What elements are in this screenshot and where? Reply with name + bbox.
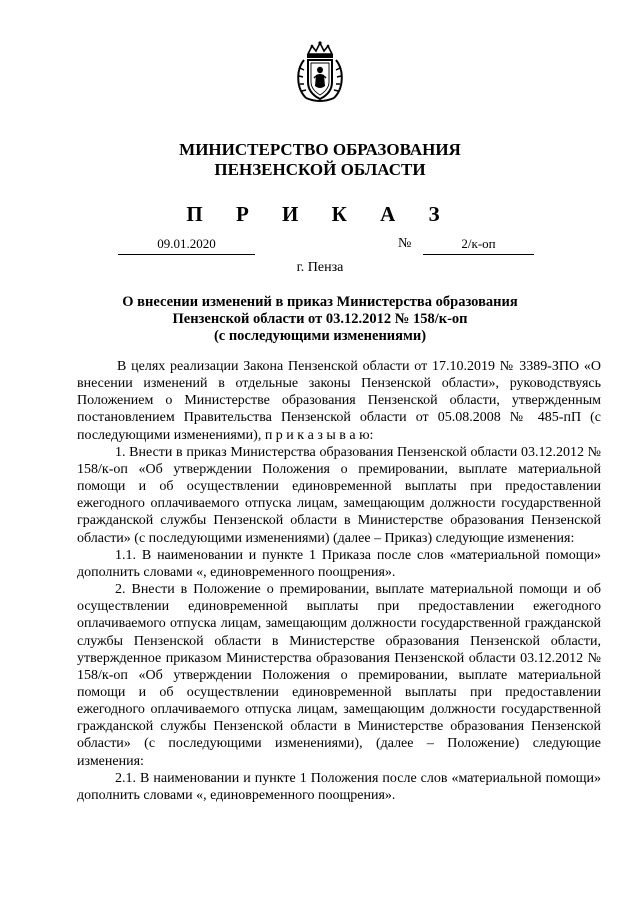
subject-line-3: (с последующими изменениями): [213, 328, 427, 344]
order-date: 09.01.2020: [118, 236, 255, 255]
paragraph-item-1-1: 1.1. В наименовании и пункте 1 Приказа после слов «материальной помощи» дополнить словами «, единовременного поощрения».: [77, 547, 601, 580]
order-body: [77, 358, 601, 804]
paragraph-item-2-1: 2.1. В наименовании и пункте 1 Положения после слов «материальной помощи» дополнить словами «, единовременного поощрения».: [77, 770, 601, 803]
city: г. Пенза: [296, 260, 344, 275]
order-number: 2/к-оп: [423, 236, 534, 255]
order-title: П Р И К А З: [186, 202, 454, 226]
paragraph-item-1: 1. Внести в приказ Министерства образования Пензенской области 03.12.2012 № 158/к-оп «Об утверждении Положения о премировании, выплате материальной помощи и об осуществлении единовременной выплаты при предоставлении ежегодного оплачиваемого отпуска лицам, замещающим должности государственной гражданской службы Пензенской области в Министерстве образования Пензенской области» (с последующими изменениями) (далее – Приказ) следующие изменения:: [77, 444, 601, 546]
paragraph-preamble: В целях реализации Закона Пензенской области от 17.10.2019 № 3389-ЗПО «О внесении изменений в отдельные законы Пензенской области», руководствуясь Положением о Министерстве образования Пензенской области, утвержденным постановлением Правительства Пензенской области от 05.08.2008 № 485-пП (с последующими изменениями), п р и к а з ы в а ю:: [77, 359, 601, 443]
number-sign: №: [398, 236, 412, 251]
subject-line-2: Пензенской области от 03.12.2012 № 158/к-оп: [172, 311, 468, 327]
order-subject: [0, 294, 640, 345]
coat-of-arms-emblem: [294, 40, 346, 104]
subject-line-1: О внесении изменений в приказ Министерства образования: [122, 294, 518, 310]
ministry-name-line-2: ПЕНЗЕНСКОЙ ОБЛАСТИ: [214, 160, 426, 179]
ministry-name-line-1: МИНИСТЕРСТВО ОБРАЗОВАНИЯ: [179, 140, 461, 159]
paragraph-item-2: 2. Внести в Положение о премировании, выплате материальной помощи и об осуществлении единовременной выплаты при предоставлении ежегодного оплачиваемого отпуска лицам, замещающим должности государственной гражданской службы Пензенской области в Министерстве образования Пензенской области, утвержденное приказом Министерства образования Пензенской области 03.12.2012 № 158/к-оп «Об утверждении Положения о премировании, выплате материальной помощи и об осуществлении единовременной выплаты при предоставлении ежегодного оплачиваемого отпуска лицам, замещающим должности государственной гражданской службы Пензенской области в Министерстве образования Пензенской области» (с последующими изменениями), (далее – Положение) следующие изменения:: [77, 582, 601, 769]
